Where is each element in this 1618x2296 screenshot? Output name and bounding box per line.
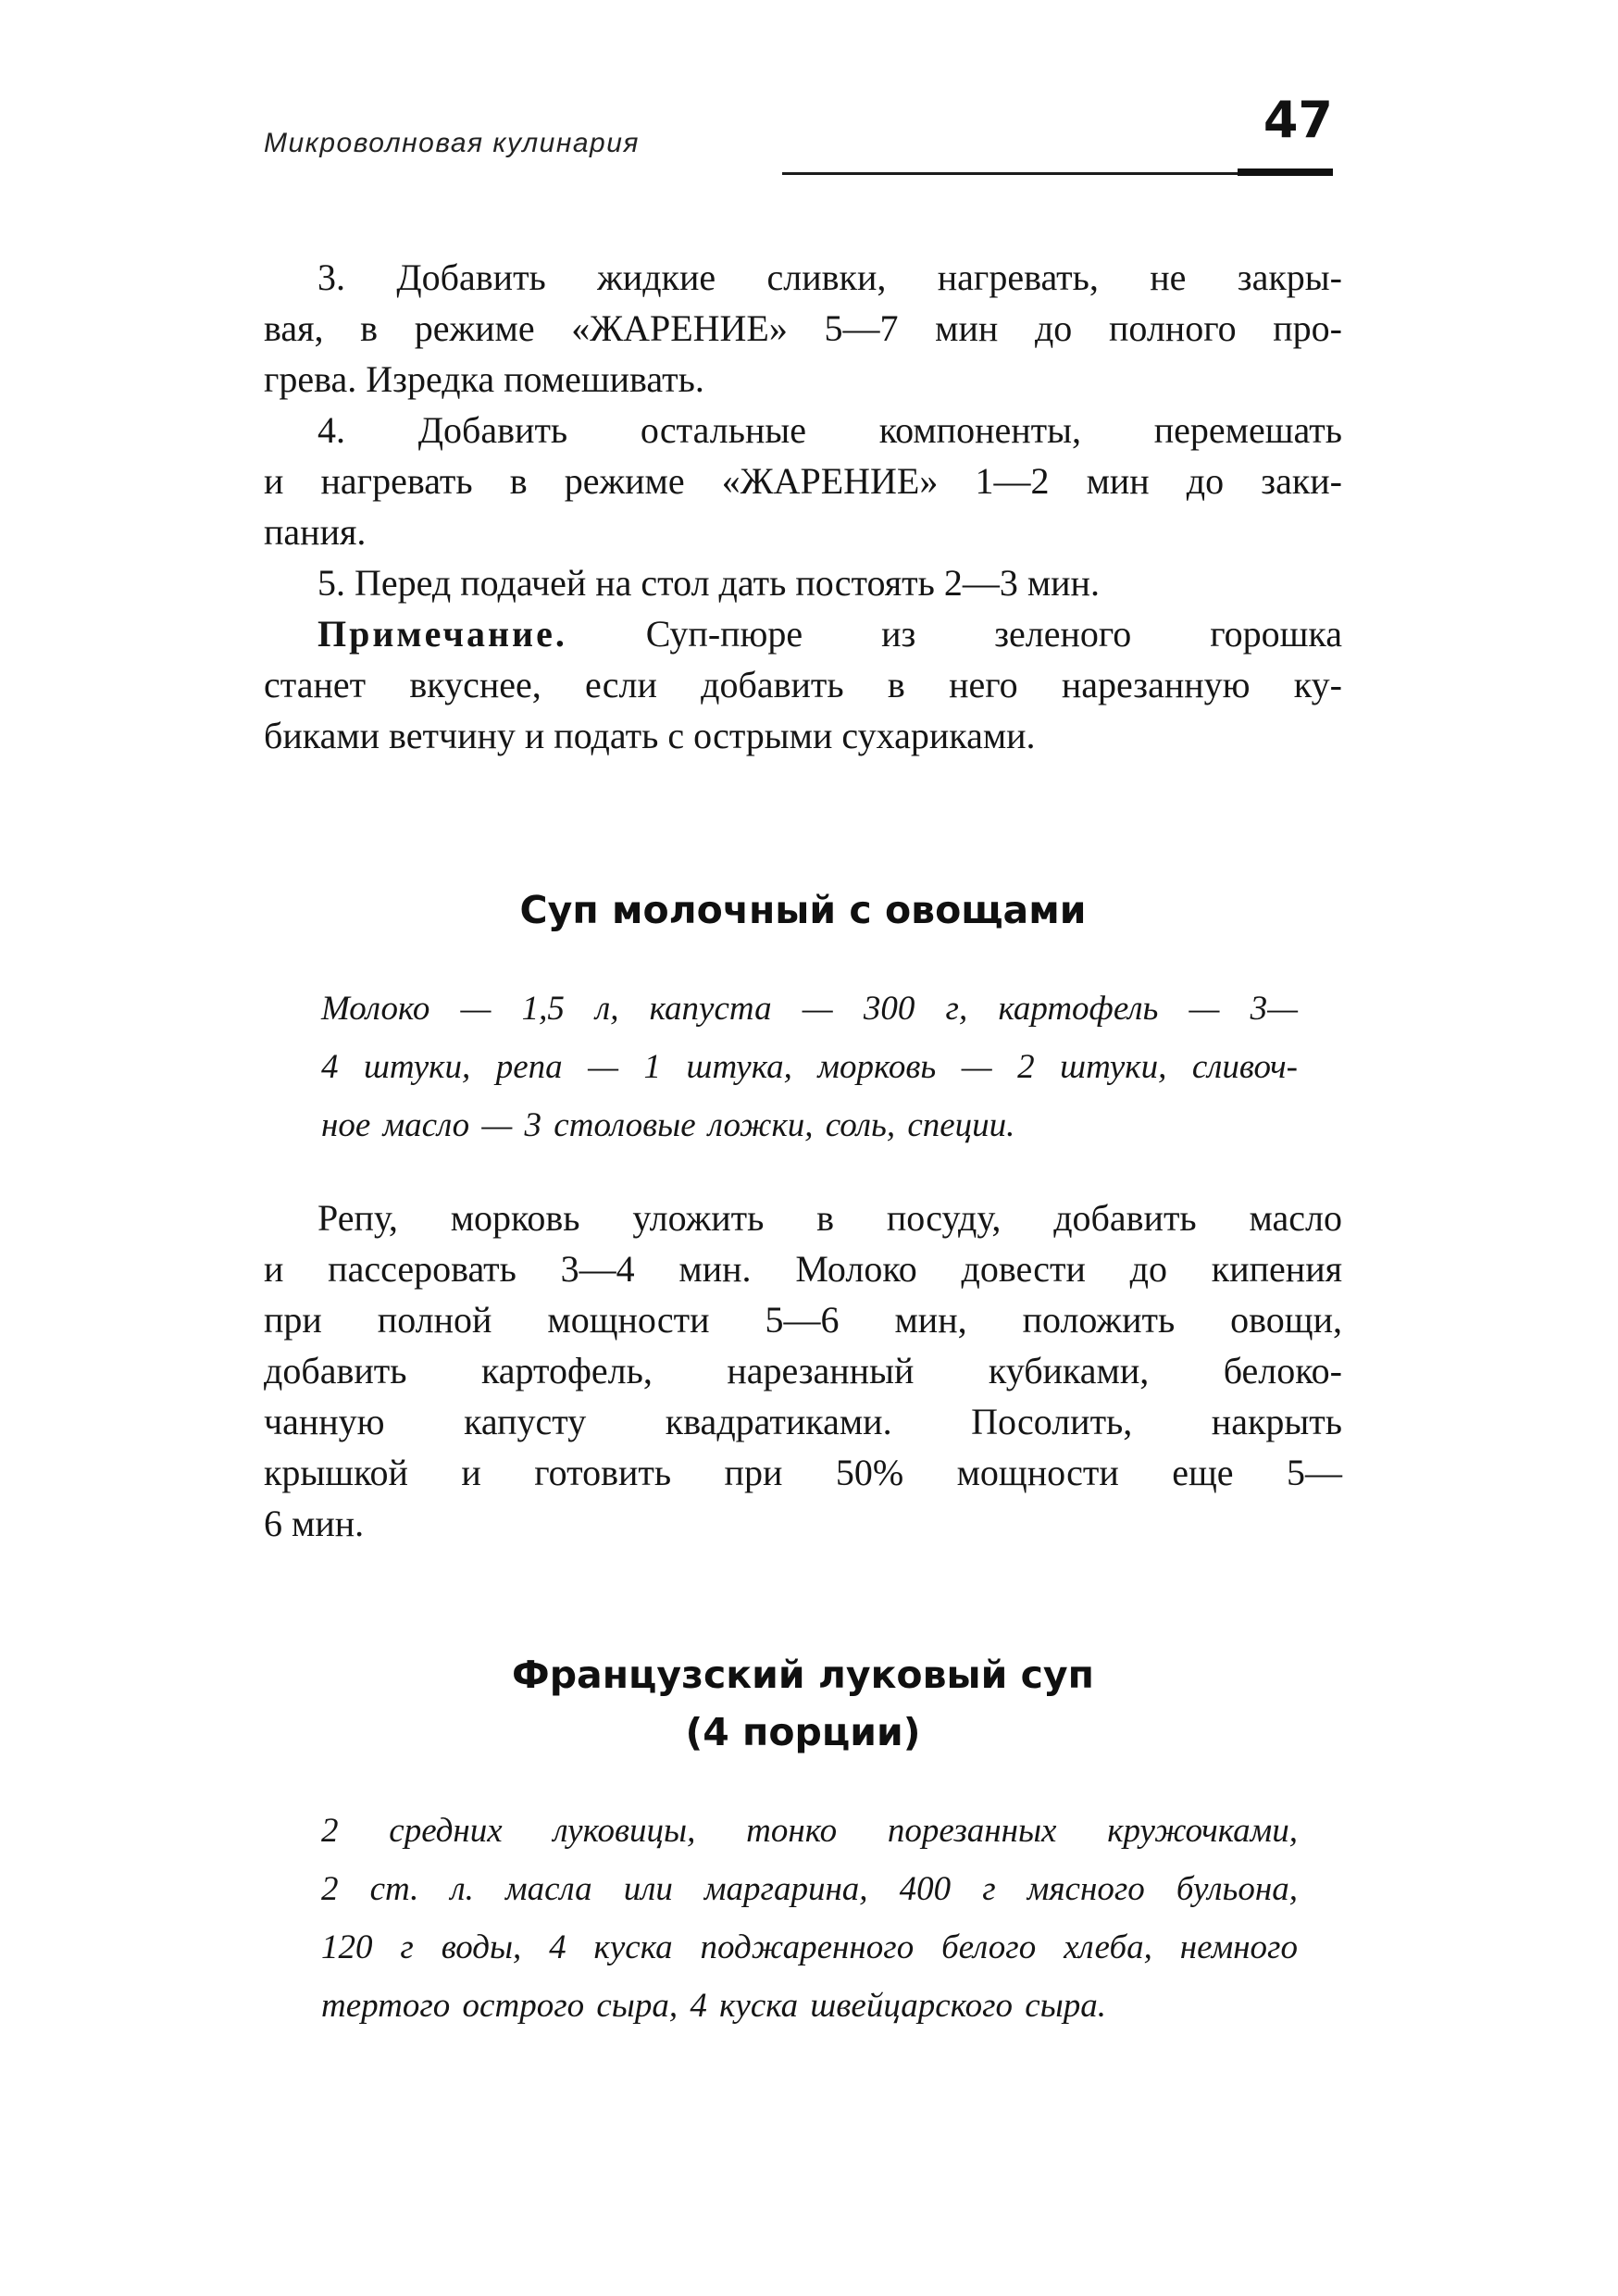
text-line: добавить картофель, нарезанный кубиками, белоко- [264, 1350, 1342, 1391]
text-line: тертого острого сыра, 4 куска швейцарского сыра. [321, 1987, 1107, 2025]
text-line: станет вкуснее, если добавить в него нарезанную ку- [264, 664, 1342, 705]
text-line: грева. Изредка помешивать. [264, 358, 704, 400]
text-line: 3. Добавить жидкие сливки, нагревать, не закры- [317, 256, 1342, 298]
text-line: 4. Добавить остальные компоненты, перемешать [317, 409, 1342, 451]
text-line: биками ветчину и подать с острыми сухариками. [264, 715, 1036, 756]
header-rule-thick [1238, 168, 1333, 176]
page-number: 47 [1263, 91, 1333, 149]
text-line: ное масло — 3 столовые ложки, соль, специи. [321, 1106, 1015, 1144]
note-label: Примечание. [317, 613, 567, 655]
page-header [264, 91, 1342, 168]
instructions-block [264, 252, 1342, 761]
text-line: вая, в режиме «ЖАРЕНИЕ» 5—7 мин до полного про- [264, 307, 1342, 349]
text-line: 2 средних луковицы, тонко порезанных кружочками, [321, 1812, 1298, 1850]
text-line [264, 608, 1342, 659]
recipe-1-method [264, 1192, 1342, 1549]
recipe-title-text: Французский луковый суп [512, 1653, 1094, 1697]
header-rule [782, 172, 1238, 175]
recipe-2-ingredients [264, 1802, 1342, 2035]
recipe-title-onion-soup [264, 1646, 1342, 1761]
text-line: 2 ст. л. масла или маргарина, 400 г мясного бульона, [321, 1870, 1298, 1908]
text-line: 5. Перед подачей на стол дать постоять 2—3 мин. [317, 562, 1100, 604]
recipe-1-ingredients [264, 980, 1342, 1154]
text-line: и нагревать в режиме «ЖАРЕНИЕ» 1—2 мин до заки- [264, 460, 1342, 502]
step-5-paragraph [264, 557, 1342, 608]
text-line: Репу, морковь уложить в посуду, добавить масло [317, 1197, 1342, 1239]
text-line: при полной мощности 5—6 мин, положить овощи, [264, 1299, 1342, 1341]
text-line: 6 мин. [264, 1503, 365, 1544]
text-line: чанную капусту квадратиками. Посолить, накрыть [264, 1401, 1342, 1442]
recipe-subtitle: (4 порции) [685, 1710, 921, 1754]
text-line: 120 г воды, 4 куска поджаренного белого хлеба, немного [321, 1928, 1298, 1966]
text-line: 4 штуки, репа — 1 штука, морковь — 2 штуки, сливоч- [321, 1048, 1298, 1086]
step-3-paragraph [264, 252, 1342, 405]
note-text: Суп-пюре из зеленого горошка [566, 613, 1342, 655]
text-line: и пассеровать 3—4 мин. Молоко довести до кипения [264, 1248, 1342, 1290]
running-title: Микроволновая кулинария [264, 128, 640, 158]
step-4-paragraph [264, 405, 1342, 557]
text-line: Молоко — 1,5 л, капуста — 300 г, картофель — 3— [321, 990, 1298, 1028]
text-line: крышкой и готовить при 50% мощности еще 5— [264, 1452, 1342, 1493]
note-paragraph [264, 608, 1342, 761]
recipe-title-milk-soup: Суп молочный с овощами [519, 888, 1087, 932]
text-line: пания. [264, 511, 367, 553]
